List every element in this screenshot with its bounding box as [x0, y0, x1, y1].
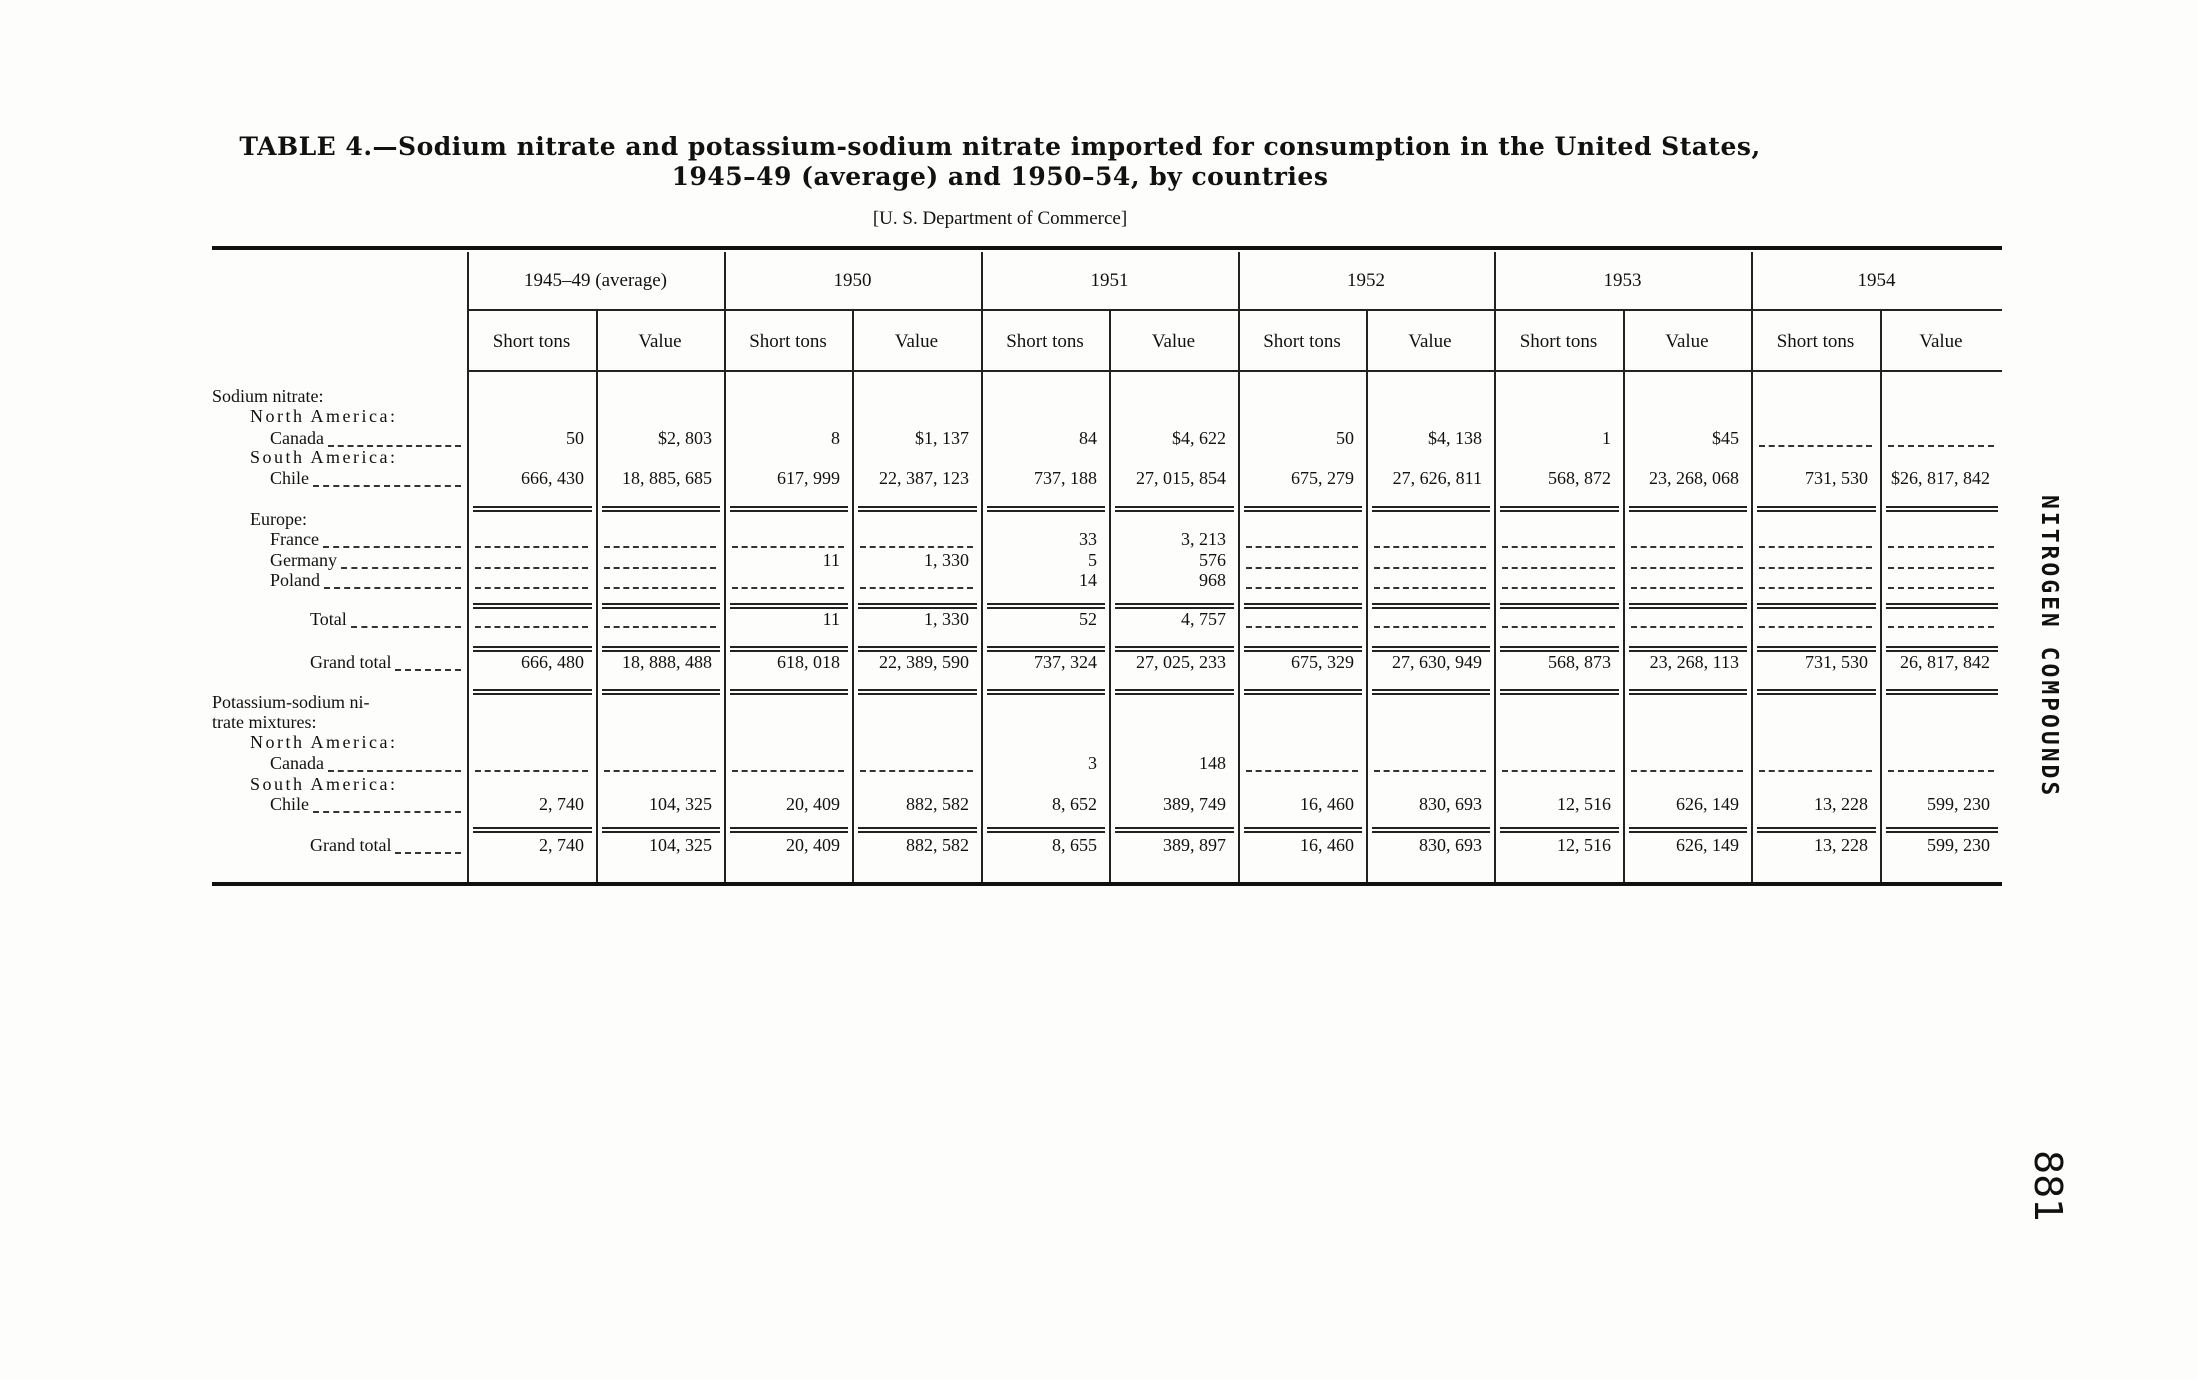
bottom-rule	[212, 882, 2002, 886]
short-tons-cell: 33	[1079, 529, 1097, 549]
short-tons-header: Short tons	[1776, 331, 1855, 352]
row-label: Canada	[270, 428, 324, 448]
double-rule	[1115, 506, 1234, 512]
leader-dots	[313, 811, 461, 813]
double-rule	[1500, 827, 1619, 833]
value-cell: 3, 213	[1181, 529, 1226, 549]
short-tons-cell: 8, 655	[1052, 835, 1097, 855]
short-tons-cell: 568, 873	[1548, 652, 1611, 672]
double-rule	[602, 603, 720, 609]
leader-dots	[313, 485, 461, 487]
row-label: Germany	[270, 550, 337, 570]
double-rule	[1886, 689, 1998, 695]
year-header: 1953	[1603, 270, 1642, 291]
double-rule	[1244, 689, 1362, 695]
short-tons-cell: 50	[1336, 428, 1354, 448]
value-cell: $4, 622	[1172, 428, 1226, 448]
row-label: South America:	[250, 447, 398, 467]
value-cell: 27, 630, 949	[1392, 652, 1482, 672]
double-rule	[1629, 827, 1747, 833]
value-header: Value	[638, 331, 682, 352]
row-label: Chile	[270, 468, 309, 488]
short-tons-cell: 16, 460	[1300, 835, 1354, 855]
leader-dots	[324, 587, 461, 589]
short-tons-cell: 52	[1079, 609, 1097, 629]
year-header: 1945–49 (average)	[524, 270, 667, 291]
short-tons-cell: 1	[1602, 428, 1611, 448]
empty-cell-leader	[1888, 626, 1994, 628]
value-cell: 26, 817, 842	[1900, 652, 1990, 672]
short-tons-cell: 16, 460	[1300, 794, 1354, 814]
value-cell: 626, 149	[1676, 835, 1739, 855]
double-rule	[730, 506, 848, 512]
table-title-line-2: 1945–49 (average) and 1950–54, by countries	[671, 162, 1329, 191]
value-header: Value	[1151, 331, 1196, 352]
short-tons-cell: 731, 530	[1805, 652, 1868, 672]
value-cell: 23, 268, 113	[1649, 652, 1739, 672]
double-rule	[602, 827, 720, 833]
value-cell: $45	[1712, 428, 1739, 448]
empty-cell-leader	[1888, 587, 1994, 589]
leader-dots	[351, 626, 461, 628]
short-tons-header: Short tons	[492, 331, 571, 352]
empty-cell-leader	[604, 770, 716, 772]
value-header: Value	[1665, 331, 1709, 352]
row-label: Sodium nitrate:	[212, 386, 324, 406]
double-rule	[987, 506, 1105, 512]
value-cell: 104, 325	[649, 794, 712, 814]
short-tons-cell: 3	[1088, 753, 1097, 773]
row-label: North America:	[250, 732, 398, 752]
double-rule	[602, 506, 720, 512]
short-tons-cell: 2, 740	[539, 794, 584, 814]
short-tons-cell: 20, 409	[786, 835, 840, 855]
leader-dots	[323, 546, 461, 548]
leader-dots	[395, 669, 461, 671]
short-tons-cell: 675, 329	[1291, 652, 1354, 672]
empty-cell-leader	[1888, 567, 1994, 569]
value-cell: 882, 582	[906, 794, 969, 814]
short-tons-cell: 13, 228	[1814, 794, 1868, 814]
double-rule	[1886, 603, 1998, 609]
value-cell: 22, 387, 123	[879, 468, 969, 488]
double-rule	[1244, 827, 1362, 833]
empty-cell-leader	[475, 546, 588, 548]
empty-cell-leader	[1759, 567, 1872, 569]
short-tons-cell: 737, 324	[1034, 652, 1097, 672]
empty-cell-leader	[1246, 587, 1358, 589]
double-rule	[1886, 827, 1998, 833]
short-tons-cell: 5	[1088, 550, 1097, 570]
row-label: Europe:	[250, 509, 307, 529]
double-rule	[1500, 689, 1619, 695]
header-rule	[467, 309, 2002, 311]
short-tons-cell: 2, 740	[539, 835, 584, 855]
double-rule	[1372, 506, 1490, 512]
empty-cell-leader	[475, 626, 588, 628]
double-rule	[602, 689, 720, 695]
value-cell: 18, 885, 685	[622, 468, 712, 488]
short-tons-cell: 666, 430	[521, 468, 584, 488]
double-rule	[1757, 689, 1876, 695]
value-cell: $2, 803	[658, 428, 712, 448]
double-rule	[858, 506, 977, 512]
empty-cell-leader	[1502, 587, 1615, 589]
double-rule	[473, 827, 592, 833]
row-label: Grand total	[310, 835, 392, 855]
value-cell: 27, 015, 854	[1136, 468, 1226, 488]
double-rule	[1886, 506, 1998, 512]
double-rule	[473, 506, 592, 512]
leader-dots	[341, 567, 461, 569]
table-title	[200, 132, 1800, 192]
double-rule	[987, 689, 1105, 695]
double-rule	[858, 827, 977, 833]
double-rule	[1115, 689, 1234, 695]
double-rule	[473, 689, 592, 695]
empty-cell-leader	[1502, 546, 1615, 548]
value-header: Value	[1408, 331, 1452, 352]
empty-cell-leader	[1888, 770, 1994, 772]
double-rule	[1500, 506, 1619, 512]
table-source: [U. S. Department of Commerce]	[872, 208, 1128, 229]
empty-cell-leader	[732, 546, 844, 548]
empty-cell-leader	[860, 587, 973, 589]
short-tons-header: Short tons	[1519, 331, 1598, 352]
short-tons-cell: 737, 188	[1034, 468, 1097, 488]
header-rule	[467, 370, 2002, 372]
value-cell: 148	[1199, 753, 1226, 773]
short-tons-cell: 12, 516	[1557, 794, 1611, 814]
value-cell: 389, 897	[1163, 835, 1226, 855]
row-label: Poland	[270, 570, 321, 590]
value-cell: $1, 137	[915, 428, 969, 448]
empty-cell-leader	[475, 587, 588, 589]
empty-cell-leader	[604, 587, 716, 589]
empty-cell-leader	[604, 546, 716, 548]
empty-cell-leader	[1759, 445, 1872, 447]
value-cell: 576	[1199, 550, 1226, 570]
empty-cell-leader	[860, 546, 973, 548]
double-rule	[1372, 827, 1490, 833]
short-tons-header: Short tons	[749, 331, 827, 352]
empty-cell-leader	[1246, 567, 1358, 569]
double-rule	[1629, 603, 1747, 609]
double-rule	[730, 689, 848, 695]
value-cell: 27, 626, 811	[1392, 468, 1482, 488]
empty-cell-leader	[1246, 546, 1358, 548]
page-number: 881	[2026, 1150, 2070, 1223]
empty-cell-leader	[604, 567, 716, 569]
empty-cell-leader	[1631, 567, 1743, 569]
value-cell: 1, 330	[924, 609, 969, 629]
top-rule	[212, 246, 2002, 250]
value-cell: 599, 230	[1927, 794, 1990, 814]
empty-cell-leader	[1374, 626, 1486, 628]
empty-cell-leader	[1888, 546, 1994, 548]
double-rule	[473, 603, 592, 609]
empty-cell-leader	[1374, 770, 1486, 772]
value-cell: 23, 268, 068	[1649, 468, 1739, 488]
short-tons-cell: 618, 018	[777, 652, 840, 672]
double-rule	[1244, 603, 1362, 609]
empty-cell-leader	[475, 567, 588, 569]
value-cell: 626, 149	[1676, 794, 1739, 814]
empty-cell-leader	[1631, 626, 1743, 628]
value-cell: 22, 389, 590	[879, 652, 969, 672]
running-head: NITROGEN COMPOUNDS	[2036, 495, 2062, 799]
value-cell: 27, 025, 233	[1136, 652, 1226, 672]
value-cell: 389, 749	[1163, 794, 1226, 814]
short-tons-header: Short tons	[1263, 331, 1341, 352]
empty-cell-leader	[1502, 567, 1615, 569]
year-header: 1952	[1347, 270, 1385, 291]
double-rule	[1372, 689, 1490, 695]
row-label: Chile	[270, 794, 309, 814]
empty-cell-leader	[1888, 445, 1994, 447]
double-rule	[1244, 506, 1362, 512]
empty-cell-leader	[1246, 770, 1358, 772]
value-cell: $26, 817, 842	[1891, 468, 1990, 488]
value-cell: 968	[1199, 570, 1226, 590]
short-tons-cell: 11	[822, 550, 840, 570]
empty-cell-leader	[1759, 626, 1872, 628]
double-rule	[858, 689, 977, 695]
short-tons-cell: 568, 872	[1548, 468, 1611, 488]
row-label: Potassium-sodium ni-	[212, 692, 370, 712]
empty-cell-leader	[1374, 587, 1486, 589]
empty-cell-leader	[732, 587, 844, 589]
empty-cell-leader	[1502, 626, 1615, 628]
empty-cell-leader	[1631, 546, 1743, 548]
empty-cell-leader	[1374, 567, 1486, 569]
empty-cell-leader	[1631, 770, 1743, 772]
short-tons-cell: 13, 228	[1814, 835, 1868, 855]
empty-cell-leader	[1502, 770, 1615, 772]
double-rule	[1629, 689, 1747, 695]
short-tons-cell: 20, 409	[786, 794, 840, 814]
row-label: France	[270, 529, 319, 549]
short-tons-cell: 731, 530	[1805, 468, 1868, 488]
double-rule	[987, 827, 1105, 833]
empty-cell-leader	[732, 770, 844, 772]
empty-cell-leader	[1759, 770, 1872, 772]
value-header: Value	[1919, 331, 1963, 352]
short-tons-cell: 50	[566, 428, 584, 448]
short-tons-cell: 84	[1079, 428, 1097, 448]
double-rule	[1372, 603, 1490, 609]
leader-dots	[395, 852, 461, 854]
short-tons-cell: 675, 279	[1291, 468, 1354, 488]
empty-cell-leader	[860, 770, 973, 772]
row-label: North America:	[250, 406, 398, 426]
value-cell: 830, 693	[1419, 794, 1482, 814]
row-label: Total	[310, 609, 347, 629]
short-tons-cell: 11	[822, 609, 840, 629]
empty-cell-leader	[1374, 546, 1486, 548]
value-cell: 830, 693	[1419, 835, 1482, 855]
row-label: trate mixtures:	[212, 712, 317, 732]
empty-cell-leader	[1759, 587, 1872, 589]
table-title-line-1: TABLE 4.—Sodium nitrate and potassium-sodium nitrate imported for consumption in the United States,	[239, 132, 1761, 161]
value-cell: 4, 757	[1181, 609, 1226, 629]
value-cell: 882, 582	[906, 835, 969, 855]
double-rule	[1500, 603, 1619, 609]
value-cell: 599, 230	[1927, 835, 1990, 855]
row-label: South America:	[250, 774, 398, 794]
leader-dots	[328, 770, 461, 772]
double-rule	[1757, 827, 1876, 833]
short-tons-header: Short tons	[1006, 331, 1084, 352]
year-header: 1951	[1090, 270, 1129, 291]
double-rule	[730, 827, 848, 833]
value-cell: 104, 325	[649, 835, 712, 855]
double-rule	[1629, 506, 1747, 512]
value-cell: $4, 138	[1428, 428, 1482, 448]
double-rule	[1757, 506, 1876, 512]
value-cell: 1, 330	[924, 550, 969, 570]
value-cell: 18, 888, 488	[622, 652, 712, 672]
double-rule	[1757, 603, 1876, 609]
empty-cell-leader	[604, 626, 716, 628]
empty-cell-leader	[1759, 546, 1872, 548]
year-header: 1954	[1857, 270, 1896, 291]
empty-cell-leader	[475, 770, 588, 772]
double-rule	[1115, 827, 1234, 833]
short-tons-cell: 666, 480	[521, 652, 584, 672]
row-label: Canada	[270, 753, 324, 773]
short-tons-cell: 617, 999	[777, 468, 840, 488]
short-tons-cell: 8	[831, 428, 840, 448]
year-header: 1950	[833, 270, 872, 291]
short-tons-cell: 14	[1079, 570, 1097, 590]
empty-cell-leader	[1631, 587, 1743, 589]
short-tons-cell: 8, 652	[1052, 794, 1097, 814]
empty-cell-leader	[1246, 626, 1358, 628]
short-tons-cell: 12, 516	[1557, 835, 1611, 855]
row-label: Grand total	[310, 652, 392, 672]
value-header: Value	[894, 331, 939, 352]
